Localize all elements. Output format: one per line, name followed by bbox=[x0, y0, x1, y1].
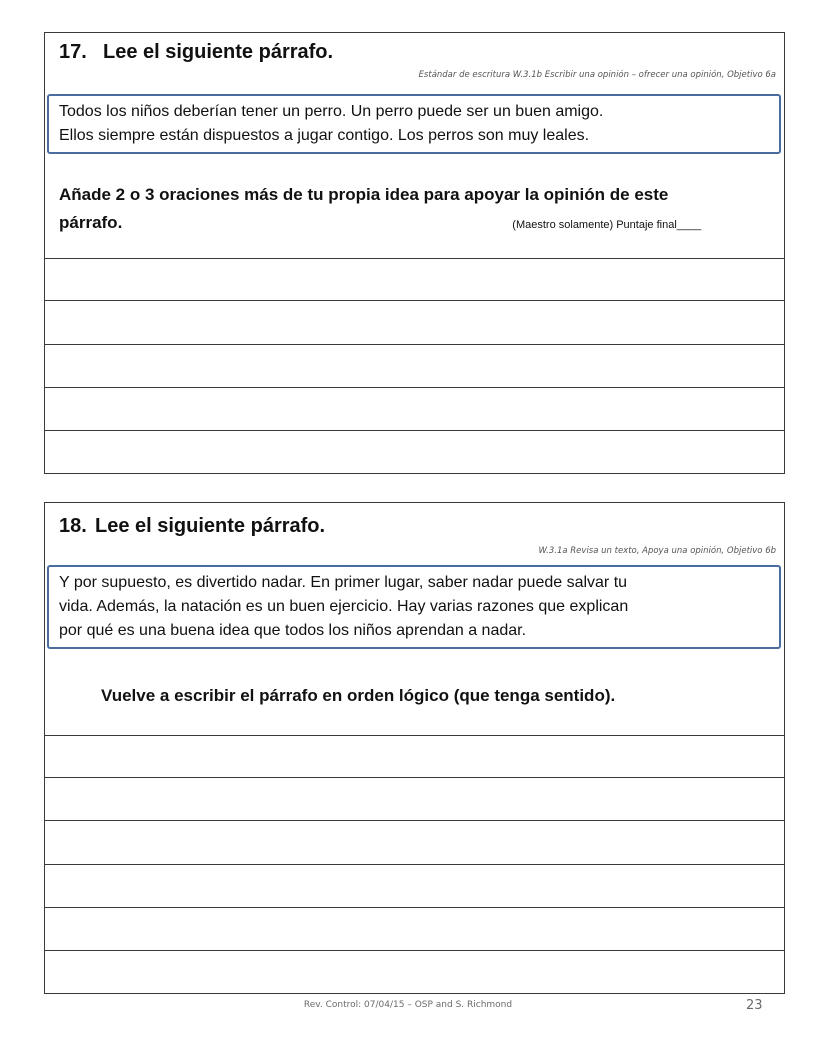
answer-line[interactable] bbox=[45, 950, 784, 993]
question-18-passage bbox=[47, 565, 781, 649]
question-18-number: 18. bbox=[59, 515, 87, 537]
question-18-instruction: Vuelve a escribir el párrafo en orden lógico (que tenga sentido). bbox=[101, 686, 616, 705]
question-18-heading: Lee el siguiente párrafo. bbox=[95, 515, 326, 537]
passage-line: Y por supuesto, es divertido nadar. En primer lugar, saber nadar puede salvar tu bbox=[59, 574, 628, 591]
teacher-score-label: (Maestro solamente) Puntaje final____ bbox=[512, 219, 702, 231]
answer-line[interactable] bbox=[45, 387, 784, 430]
question-17-heading: Lee el siguiente párrafo. bbox=[103, 41, 334, 63]
answer-line[interactable] bbox=[45, 777, 784, 820]
passage-line: Todos los niños deberían tener un perro. Un perro puede ser un buen amigo. bbox=[59, 103, 604, 120]
passage-line: por qué es una buena idea que todos los niños aprendan a nadar. bbox=[59, 622, 527, 639]
passage-line: Ellos siempre están dispuestos a jugar contigo. Los perros son muy leales. bbox=[59, 127, 590, 144]
answer-line[interactable] bbox=[45, 344, 784, 387]
answer-line[interactable] bbox=[45, 430, 784, 473]
instruction-line-1: Añade 2 o 3 oraciones más de tu propia idea para apoyar la opinión de este bbox=[59, 185, 669, 204]
question-18-box bbox=[44, 502, 785, 994]
revision-footer: Rev. Control: 07/04/15 – OSP and S. Richmond bbox=[303, 1000, 513, 1010]
answer-line[interactable] bbox=[45, 864, 784, 907]
question-18-title bbox=[59, 515, 325, 538]
answer-line[interactable] bbox=[45, 735, 784, 777]
page-number: 23 bbox=[746, 998, 763, 1013]
question-17-box bbox=[44, 32, 785, 474]
answer-line[interactable] bbox=[45, 300, 784, 344]
question-18-standard: W.3.1a Revisa un texto, Apoya una opinión, Objetivo 6b bbox=[538, 546, 776, 556]
question-17-number: 17. bbox=[59, 41, 87, 63]
question-17-instruction bbox=[59, 181, 774, 239]
answer-line[interactable] bbox=[45, 907, 784, 950]
passage-line: vida. Además, la natación es un buen ejercicio. Hay varias razones que explican bbox=[59, 598, 629, 615]
question-17-passage bbox=[47, 94, 781, 154]
answer-lines bbox=[45, 735, 784, 993]
instruction-line-2: párrafo. bbox=[59, 213, 123, 232]
question-17-standard: Estándar de escritura W.3.1b Escribir una opinión – ofrecer una opinión, Objetivo 6a bbox=[418, 70, 776, 80]
question-17-title bbox=[59, 41, 333, 64]
answer-line[interactable] bbox=[45, 258, 784, 300]
answer-line[interactable] bbox=[45, 820, 784, 864]
answer-lines bbox=[45, 258, 784, 473]
